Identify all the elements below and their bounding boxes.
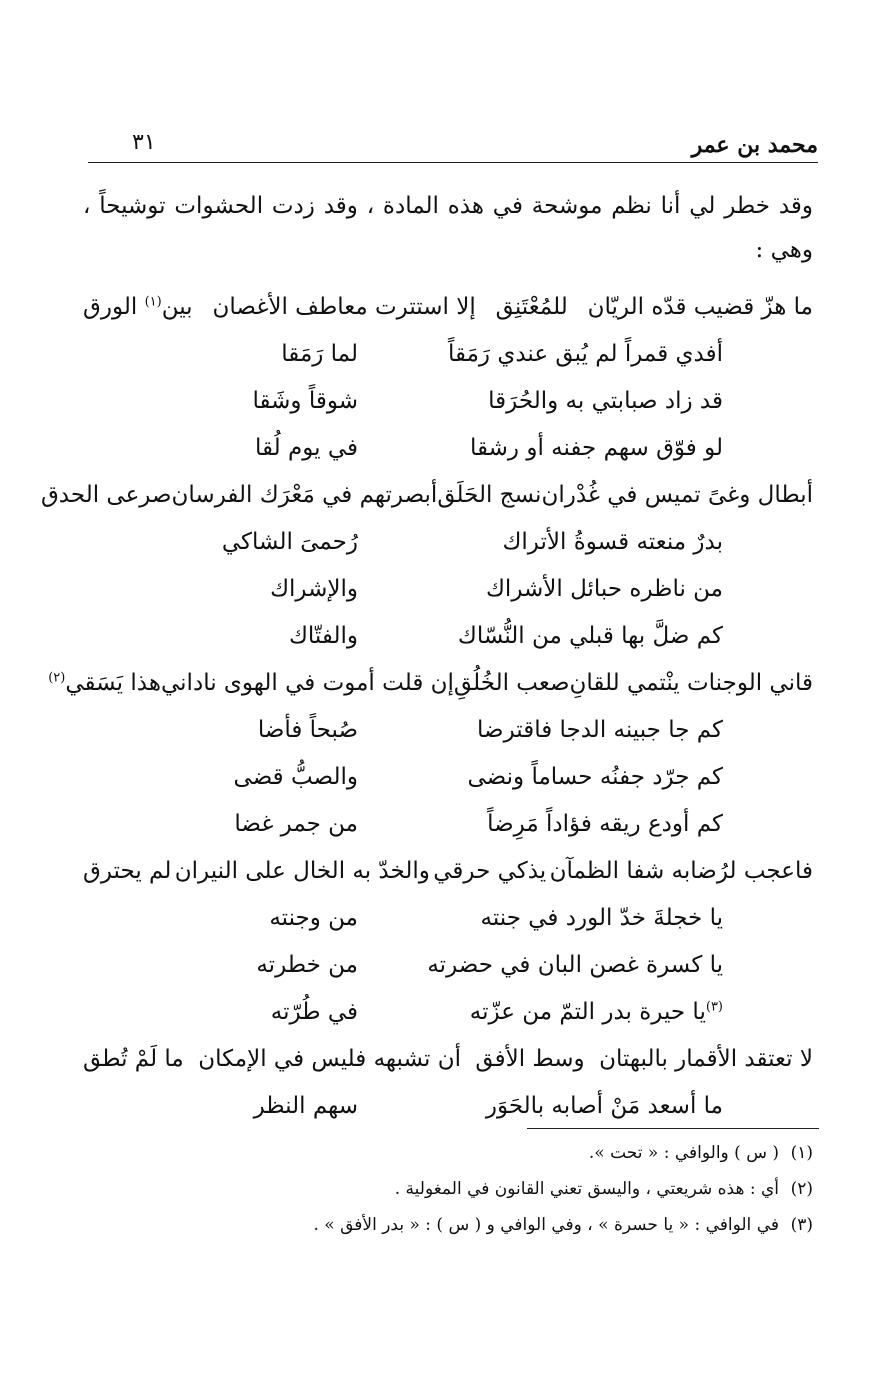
footnote-ref: (٣) <box>705 999 723 1015</box>
head-segment: صرعى الحدق <box>40 482 172 508</box>
head-segment: نسج الحَلَق <box>437 482 542 508</box>
running-title: محمد بن عمر <box>691 132 818 158</box>
head-segment: إن قلت أموت في الهوى ناداني <box>160 670 454 696</box>
head-segment: هذا يَسَقي <box>65 670 161 696</box>
verse-part-with-note <box>469 989 723 1036</box>
footnote <box>83 1207 813 1243</box>
head-segment: أن تشبهه فليس في الإمكان <box>198 1046 461 1072</box>
verse-line <box>83 1083 813 1130</box>
footnote <box>83 1171 813 1207</box>
page-body <box>40 184 813 1130</box>
head-segment: لم يحترق <box>83 858 172 884</box>
verse-line <box>83 754 813 801</box>
head-segment: أبطال وغىً تميس في غُدْران <box>541 482 813 508</box>
stanza-head <box>83 1036 813 1083</box>
verse-line <box>83 801 813 848</box>
verse-line <box>83 707 813 754</box>
verse-line <box>83 942 813 989</box>
footnote-number: (٢) <box>790 1179 813 1199</box>
verse-rhyme: من خطرته <box>256 952 358 978</box>
verse-part: يا حيرة بدر التمّ من عزّته <box>469 999 706 1025</box>
verse-rhyme: شوقاً وشَقا <box>252 388 358 414</box>
footnote-number: (٣) <box>790 1215 813 1235</box>
verse-line <box>83 378 813 425</box>
head-segment: والخدّ به الخال على النيران <box>174 858 430 884</box>
head-segment: ما هزّ قضيب قدّه الريّان <box>587 294 813 320</box>
verse-part: قد زاد صبابتي به والحُرَقا <box>488 388 723 414</box>
head-segment: الورق <box>83 294 138 320</box>
verse-rhyme: والإشراك <box>270 576 358 602</box>
head-segment: صعب الخُلُقِ <box>453 670 570 696</box>
verse-rhyme: من جمر غضا <box>234 811 358 837</box>
verse-line <box>83 566 813 613</box>
footnote-ref: (٢) <box>48 670 66 686</box>
head-segment: قاني الوجنات ينْتمي للقانِ <box>569 670 813 696</box>
verse-part: كم ضلَّ بها قبلي من النُّسّاك <box>457 623 723 649</box>
head-segment-with-note <box>48 660 161 707</box>
stanza-head <box>83 848 813 895</box>
verse-line <box>83 613 813 660</box>
head-segment: ما لَمْ تُطق <box>83 1046 184 1072</box>
verse-line <box>83 331 813 378</box>
head-segment: فاعجب لرُضابه شفا الظمآن <box>549 858 813 884</box>
footnote-text: في الوافي : « يا حسرة » ، وفي الوافي و ( س ) : « بدر الأفق » . <box>313 1215 779 1235</box>
verse-rhyme: في طُرّته <box>270 999 358 1025</box>
verse-line <box>83 519 813 566</box>
verse-part: يا خجلةَ خدّ الورد في جنته <box>480 905 723 931</box>
head-segment: لا تعتقد الأقمار بالبهتان <box>599 1046 813 1072</box>
verse-part: ما أسعد مَنْ أصابه بالحَوَر <box>485 1093 723 1119</box>
verse-rhyme: سهم النظر <box>253 1093 358 1119</box>
verse-part: من ناظره حبائل الأشراك <box>485 576 723 602</box>
verse-rhyme: صُبحاً فأضا <box>257 717 358 743</box>
verse-rhyme: لما رَمَقا <box>281 341 358 367</box>
verse-part: كم جا جبينه الدجا فاقترضا <box>477 717 723 743</box>
verse-rhyme: والصبُّ قضى <box>233 764 358 790</box>
verse-part: أفدي قمراً لم يُبق عندي رَمَقاً <box>447 341 723 367</box>
page-header <box>88 128 818 163</box>
verse-rhyme: رُحمىَ الشاكي <box>221 529 358 555</box>
head-segment: للمُعْتَنِق <box>495 294 568 320</box>
footnote-number: (١) <box>790 1143 813 1163</box>
head-segment: وسط الأفق <box>475 1046 585 1072</box>
head-segment: بين <box>161 294 193 320</box>
head-segment-with-note <box>83 284 193 331</box>
footnote-text: ( س ) والوافي : « تحت ». <box>588 1143 779 1163</box>
verse-part: كم أودع ريقه فؤاداً مَرِضاً <box>487 811 723 837</box>
verse-rhyme: في يوم لُقا <box>255 435 358 461</box>
verse-part: بدرٌ منعته قسوةُ الأتراك <box>502 529 723 555</box>
footnote-text: أي : هذه شريعتي ، واليسق تعني القانون في المغولية . <box>394 1179 779 1199</box>
head-segment: إلا استترت معاطف الأغصان <box>212 294 476 320</box>
stanza-head <box>83 284 813 331</box>
footnote-ref: (١) <box>144 294 162 310</box>
verse-rhyme: من وجنته <box>269 905 358 931</box>
footnote-divider <box>527 1128 819 1129</box>
verse-line <box>83 895 813 942</box>
verse-line <box>83 425 813 472</box>
footnotes <box>83 1135 813 1243</box>
head-segment: يذكي حرقي <box>433 858 547 884</box>
verse-line <box>83 989 813 1036</box>
verse-part: كم جرّد جفنُه حساماً ونضى <box>467 764 723 790</box>
page-number: ٣١ <box>132 130 156 155</box>
stanza-head <box>40 472 813 519</box>
stanza-head <box>48 660 813 707</box>
verse-part: لو فوّق سهم جفنه أو رشقا <box>470 435 723 461</box>
head-segment: أبصرتهم في مَعْرَك الفرسان <box>171 482 438 508</box>
verse-rhyme: والفتّاك <box>288 623 358 649</box>
intro-paragraph: وقد خطر لي أنا نظم موشحة في هذه المادة ، وقد زدت الحشوات توشيحاً ، وهي : <box>83 193 813 263</box>
verse-part: يا كسرة غصن البان في حضرته <box>427 952 723 978</box>
footnote <box>83 1135 813 1171</box>
